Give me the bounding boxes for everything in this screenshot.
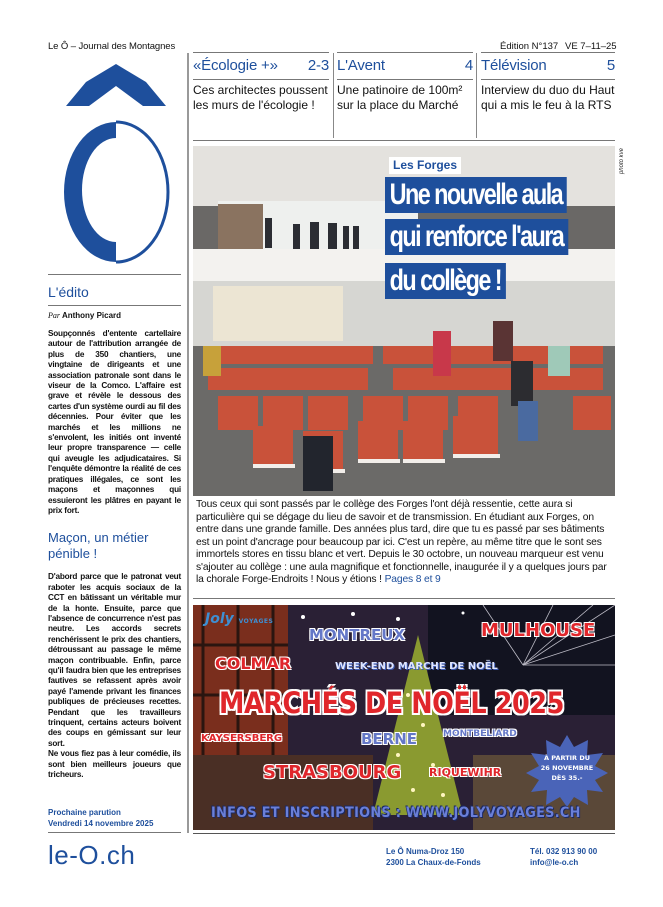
ad-city-montbeliard: MONTBELIARD — [443, 729, 517, 739]
section-rule — [193, 598, 615, 599]
page-reference-link[interactable]: Pages 8 et 9 — [384, 574, 441, 585]
masthead-name: Le Ô – Journal des Montagnes — [48, 41, 176, 52]
edito-section-title: L'édito — [48, 284, 89, 300]
section-rule — [48, 832, 181, 833]
edito-paragraph: D'abord parce que le patronat veut raboter les acquis sociaux de la CCT en bâtissant un véritable mur de la honte. Ensuite, parce que l'absence de concurrence n'est pas neutre. Les accords secrets renchérissent le prix des chantiers, détroussant au passage le même maçon contribuable. Enfin, parce qu'il faudra bien que les entreprises fautives se refassent après avoir payé l'amende privant les finances publiques de précieuses recettes. Pendant que les travailleurs trinquent, certains acteurs boivent des coups en gémissant sur leur sort. — [48, 572, 181, 748]
next-issue-date: Vendredi 14 novembre 2025 — [48, 818, 154, 828]
lead-text: Tous ceux qui sont passés par le collège des Forges l'ont déjà ressentie, cette aura si particulière qui se dégage du lieu de savoir et de transmission. En étudiant aux Forges, on entre dans une grande famille. Des années plus tard, dire que tu es passé par ses bâtiments est un point d'ancrage pour beaucoup par ici. C'est un repère, au même titre que le sont ses immortels stores en tissu blanc et vert. Depuis le 30 octobre, un nouveau marqueur est venu s'ajouter au collège : une aula magnifique et fonctionnelle, inaugurée il y a quelques jours par la chorale Forge-Endroits ! Nous y étions ! — [196, 499, 607, 585]
ad-brand-logo — [205, 611, 273, 627]
issue-date: VE 7–11–25 — [565, 41, 617, 52]
teaser-pages: 2-3 — [307, 57, 329, 74]
phone-number[interactable]: Tél. 032 913 90 00 — [530, 847, 598, 856]
site-url-logo[interactable]: le-O.ch — [48, 840, 136, 870]
story-lead — [196, 499, 616, 587]
edito-body: Soupçonnés d'entente cartellaire autour de l'attribution arrangée de plus de 350 chantiers, une vingtaine de dirigeants et une association patronale sont dans le viseur de la Comco. L'affaire est grave et révèle le dessous des cartes d'un système ourdi au fil des décennies. Pour éviter que les marchés et les millions ne s'envolent, les initiés ont inventé leur propre transparence — celle qui aveugle les adjudicataires. Si l'enquête démontre la réalité de ces pratiques illégales, ce sont les maçons et maçonnes qui essuieront les plâtres en payant le prix fort. — [48, 329, 181, 515]
edito-body-2 — [48, 572, 181, 780]
ad-info-link[interactable]: INFOS ET INSCRIPTIONS : WWW.JOLYVOYAGES.CH — [211, 805, 581, 821]
edito-subtitle: Maçon, un métier pénible ! — [48, 530, 149, 562]
edition-number: Édition N°137 — [500, 41, 559, 52]
next-issue-label: Prochaine parution — [48, 808, 121, 817]
author-name: Anthony Picard — [61, 311, 122, 320]
address-line: Le Ô Numa-Droz 150 — [386, 847, 465, 856]
teaser-text: Interview du duo du Haut qui a mis le feu à la RTS — [481, 83, 615, 112]
teaser-header — [337, 53, 473, 79]
ad-weekend-text: WEEK-END MARCHE DE NOËL — [335, 661, 498, 672]
column-divider — [187, 53, 189, 833]
footer-address — [386, 846, 481, 868]
ad-city-strasbourg: STRASBOURG — [263, 762, 402, 783]
ad-brand: Joly — [205, 611, 234, 627]
byline — [48, 310, 181, 321]
starburst-line: 26 NOVEMBRE — [540, 764, 594, 772]
teaser-header — [481, 53, 615, 79]
starburst-text — [535, 753, 599, 783]
teaser-title: «Écologie +» — [193, 57, 278, 74]
story-kicker: Les Forges — [389, 157, 461, 174]
teaser-avent[interactable] — [337, 52, 473, 113]
ad-title: MARCHÉS DE NOËL 2025 — [219, 686, 564, 720]
ad-city-mulhouse: MULHOUSE — [481, 620, 596, 641]
ad-city-kaysersberg: KAYSERSBERG — [201, 733, 283, 744]
teaser-pages: 4 — [464, 57, 473, 74]
teaser-title: Télévision — [481, 57, 547, 74]
section-rule — [193, 140, 615, 141]
footer-contact — [530, 846, 597, 868]
starburst-line: DÈS 35.- — [551, 774, 583, 782]
email-link[interactable]: info@le-o.ch — [530, 858, 579, 867]
ad-brand-sub: VOYAGES — [238, 618, 274, 625]
teaser-ecologie[interactable] — [193, 52, 329, 113]
section-rule — [48, 305, 181, 306]
address-line: 2300 La Chaux-de-Fonds — [386, 858, 481, 867]
edito-paragraph: Ne vous fiez pas à leur comédie, ils sont bien meilleurs joueurs que tricheurs. — [48, 749, 181, 780]
section-rule — [193, 833, 615, 834]
next-issue — [48, 808, 153, 829]
edito-column — [48, 274, 181, 780]
photo-credit: photo kve — [619, 148, 625, 175]
ad-city-berne: BERNE — [361, 730, 418, 748]
teaser-title: L'Avent — [337, 57, 385, 74]
ad-city-montreux: MONTREUX — [309, 626, 406, 644]
teaser-divider — [476, 53, 477, 138]
headline-line: Une nouvelle aula — [385, 177, 567, 213]
teaser-television[interactable] — [481, 52, 615, 113]
teaser-header — [193, 53, 329, 79]
ad-city-colmar: COLMAR — [215, 654, 292, 673]
teaser-text: Une patinoire de 100m² sur la place du Marché — [337, 83, 463, 112]
headline-line: du collège ! — [385, 263, 506, 299]
teaser-divider — [333, 53, 334, 138]
advertisement-joly-voyages[interactable] — [193, 605, 615, 830]
starburst-line: À PARTIR DU — [544, 754, 590, 762]
byline-prefix: Par — [48, 311, 60, 320]
section-rule — [48, 274, 181, 275]
teaser-text: Ces architectes poussent les murs de l'écologie ! — [193, 83, 328, 112]
o-circumflex-logo-icon — [46, 62, 186, 272]
ad-city-riquewihr: RIQUEWIHR — [429, 766, 502, 779]
teaser-pages: 5 — [606, 57, 615, 74]
headline-line: qui renforce l'aura — [385, 219, 568, 255]
